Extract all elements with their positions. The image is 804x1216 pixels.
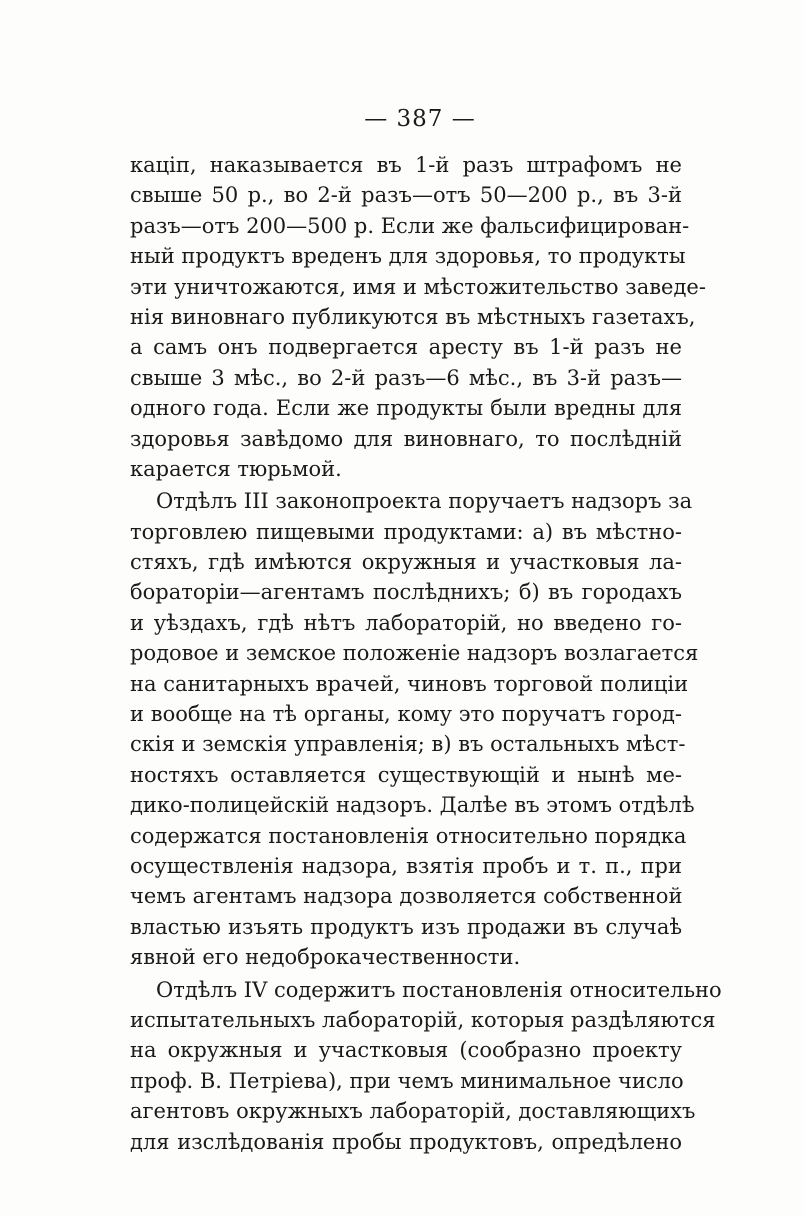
text-line: каціп, наказывается въ 1-й разъ штрафомъ не (130, 153, 682, 177)
text-line: на санитарныхъ врачей, чиновъ торговой полиціи (130, 671, 689, 696)
text-line: одного года. Если же продукты были вредны для (130, 396, 682, 421)
text-line: свыше 50 р., во 2-й разъ—отъ 50—200 р., въ 3-й (130, 183, 682, 208)
text-line: и вообще на тѣ органы, кому это поручатъ город- (130, 702, 682, 727)
text-line: Отдѣлъ IV содержитъ постановленія относительно (156, 977, 722, 1002)
text-line: ностяхъ оставляется существующій и нынѣ ме- (130, 762, 682, 787)
text-line: испытательныхъ лабораторій, которыя раздѣляются (130, 1007, 716, 1032)
text-line: стяхъ, гдѣ имѣются окружныя и участковыя ла- (130, 550, 682, 575)
text-line: бораторіи—агентамъ послѣднихъ; б) въ городахъ (130, 580, 682, 605)
text-line: содержатся постановленія относительно порядка (130, 823, 687, 848)
text-line: торговлею пищевыми продуктами: а) въ мѣстно- (130, 519, 682, 544)
body-text (130, 150, 722, 1157)
paragraph (130, 486, 699, 972)
text-line: чемъ агентамъ надзора дозволяется собственной (130, 884, 683, 909)
text-line: карается тюрьмой. (130, 456, 342, 481)
text-line: агентовъ окружныхъ лабораторій, доставляющихъ (130, 1099, 696, 1124)
text-line: разъ—отъ 200—500 р. Если же фальсифицирован- (130, 213, 690, 238)
text-line: осуществленія надзора, взятія пробъ и т. п., при (130, 853, 682, 878)
text-line: эти уничтожаются, имя и мѣстожительство заведе- (130, 274, 706, 299)
text-line: проф. В. Петріева), при чемъ минимальное число (130, 1068, 684, 1093)
text-line: нія виновнаго публикуются въ мѣстныхъ газетахъ, (130, 304, 696, 329)
text-line: властью изъять продуктъ изъ продажи въ случаѣ (130, 914, 682, 939)
paragraph (130, 150, 706, 484)
paragraph (130, 975, 722, 1157)
page-number: — 387 — (364, 106, 476, 132)
text-line: явной его недоброкачественности. (130, 945, 521, 970)
text-line: дико-полицейскій надзоръ. Далѣе въ этомъ отдѣлѣ (130, 793, 695, 818)
text-line: здоровья завѣдомо для виновнаго, то послѣдній (130, 426, 682, 451)
text-line: родовое и земское положеніе надзоръ возлагается (130, 641, 699, 666)
text-line: Отдѣлъ III законопроекта поручаетъ надзоръ за (156, 489, 693, 514)
text-line: скія и земскія управленія; в) въ остальныхъ мѣст- (130, 732, 686, 757)
text-line: свыше 3 мѣс., во 2-й разъ—6 мѣс., въ 3-й разъ— (130, 365, 682, 390)
text-line: на окружныя и участковыя (сообразно проекту (130, 1038, 682, 1063)
text-line: ный продуктъ вреденъ для здоровья, то продукты (130, 244, 686, 269)
text-line: а самъ онъ подвергается аресту въ 1-й разъ не (130, 335, 682, 360)
text-line: для изслѣдованія пробы продуктовъ, опредѣлено (130, 1129, 682, 1154)
text-line: и уѣздахъ, гдѣ нѣтъ лабораторій, но введено го- (130, 610, 682, 635)
